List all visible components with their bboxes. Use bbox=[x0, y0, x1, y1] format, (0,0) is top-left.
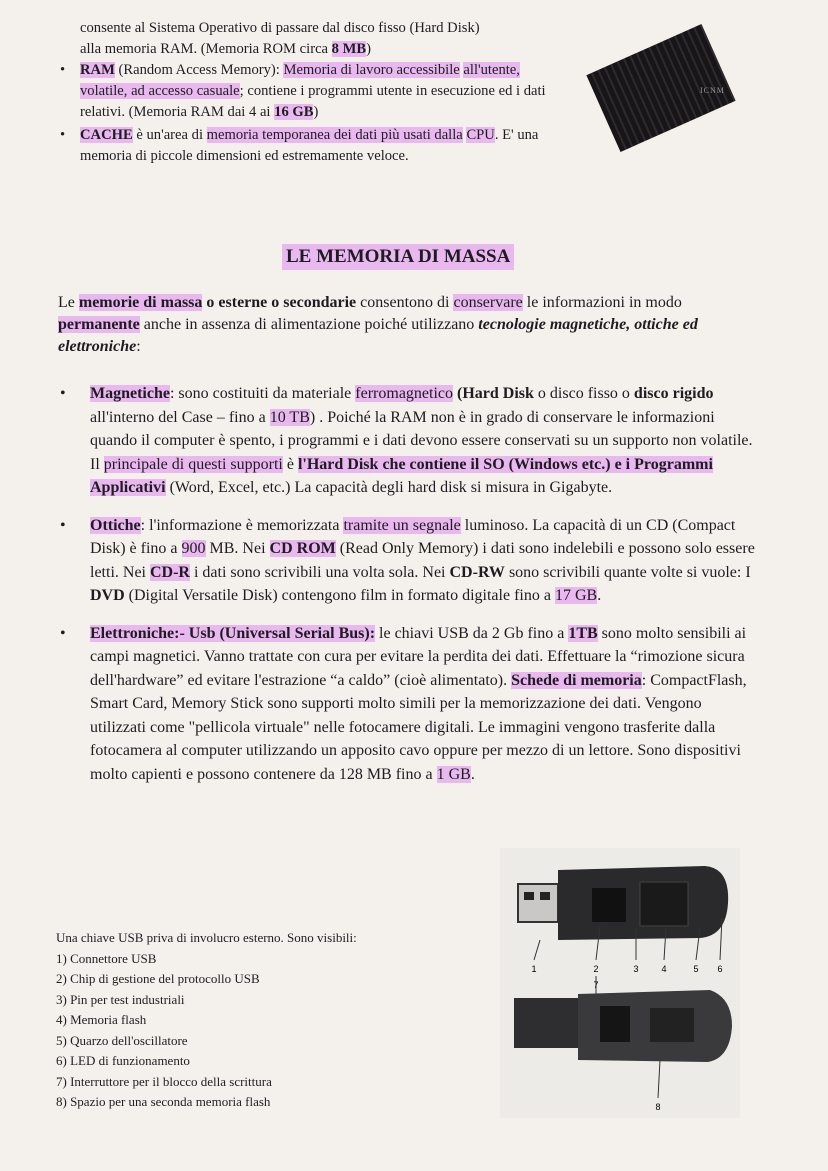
highlight: conservare bbox=[453, 294, 523, 311]
highlight: principale di questi supporti bbox=[103, 455, 283, 473]
top-section bbox=[60, 18, 560, 167]
text: : CompactFlash, Smart Card, Memory Stick sono supporti molto simili per la memorizzazione dei dati. Vengono utilizzati come "pellicola virtuale" nelle fotocamere digitali. Le immagini vengono trasferite dalla fotocamera al computer utilizzando un apposito cavo oppure per mezzo di un lettore. Sono dispositivi molto capienti e possono contenere da 128 MB fino a bbox=[90, 671, 747, 783]
highlight: 1TB bbox=[568, 624, 598, 642]
text: è bbox=[282, 455, 298, 473]
caption-intro: Una chiave USB priva di involucro esterno. Sono visibili: bbox=[56, 930, 357, 945]
term-magnetic: Magnetiche bbox=[90, 385, 170, 402]
text: i dati sono scrivibili una volta sola. Nei bbox=[189, 563, 450, 581]
highlight: CD ROM bbox=[269, 540, 336, 557]
bullet-dot: • bbox=[60, 624, 66, 642]
text: . bbox=[470, 765, 475, 783]
text: : bbox=[136, 338, 141, 355]
highlight: 17 GB bbox=[554, 587, 598, 604]
caption-item: 7) Interruttore per il blocco della scrittura bbox=[56, 1073, 272, 1089]
text-bold: DVD bbox=[90, 587, 125, 604]
figure-label: 1 bbox=[531, 964, 537, 974]
text: è un'area di bbox=[132, 127, 207, 143]
highlight: all'utente, volatile, ad accesso casuale bbox=[80, 62, 520, 99]
highlight: permanente bbox=[58, 316, 140, 333]
figure-caption bbox=[56, 928, 357, 1113]
text-line: alla memoria RAM. (Memoria ROM circa bbox=[80, 41, 332, 57]
storage-types-list bbox=[58, 382, 758, 800]
second-flash-area bbox=[600, 1006, 630, 1042]
figure-label: 2 bbox=[593, 964, 599, 974]
text-bold: (Hard Disk bbox=[453, 385, 534, 402]
section-title: LE MEMORIA DI MASSA bbox=[282, 244, 514, 270]
text: ) bbox=[366, 41, 372, 57]
text-bold: disco rigido bbox=[633, 385, 714, 402]
highlight: tramite un segnale bbox=[343, 516, 461, 534]
caption-item: 8) Spazio per una seconda memoria flash bbox=[56, 1094, 271, 1109]
caption-item: 1) Connettore USB bbox=[56, 950, 157, 966]
caption-list bbox=[56, 949, 357, 1113]
bullet-dot: • bbox=[60, 127, 66, 143]
caption-item: 6) LED di funzionamento bbox=[56, 1053, 190, 1068]
highlight: 10 TB bbox=[269, 408, 310, 426]
term-ram: RAM bbox=[80, 62, 115, 78]
text: (Read Only Memory) i dati sono indelebili e possono solo essere letti. Nei bbox=[90, 540, 755, 581]
highlight: 16 GB bbox=[274, 104, 314, 120]
text: consentono di bbox=[356, 294, 454, 311]
bullet-dot: • bbox=[60, 385, 66, 402]
highlight: memorie di massa bbox=[78, 294, 203, 311]
text: ) . Poiché la RAM non è in grado di conservare le informazioni quando il computer è spento, i programmi e i dati devono essere conservati su un supporto non volatile. Il bbox=[90, 408, 753, 473]
text: o disco fisso o bbox=[533, 385, 634, 402]
text: le informazioni in modo bbox=[522, 294, 682, 311]
list-item-magnetic bbox=[58, 382, 758, 500]
figure-label: 8 bbox=[655, 1102, 661, 1112]
cache-bullet bbox=[60, 125, 560, 167]
text: sono scrivibili quante volte si vuole: I bbox=[504, 563, 751, 581]
text: (Digital Versatile Disk) contengono film in formato digitale fino a bbox=[124, 587, 555, 604]
highlight: 900 bbox=[181, 540, 206, 557]
connector-hole bbox=[540, 892, 550, 900]
figure-label: 6 bbox=[717, 964, 723, 974]
figure-label: 5 bbox=[693, 964, 699, 974]
flash-chip bbox=[640, 882, 688, 926]
highlight: memoria temporanea dei dati più usati dalla bbox=[206, 127, 463, 143]
text: MB. Nei bbox=[205, 540, 270, 557]
text: ) bbox=[313, 104, 319, 120]
term-cache: CACHE bbox=[80, 127, 133, 143]
usb-key-figure bbox=[500, 848, 740, 1118]
highlight: 1 GB bbox=[436, 765, 471, 783]
text: all'interno del Case – fino a bbox=[90, 408, 270, 426]
highlight: ferromagnetico bbox=[355, 385, 454, 402]
text: (Word, Excel, etc.) La capacità degli hard disk si misura in Gigabyte. bbox=[165, 479, 613, 496]
usb-chip bbox=[592, 888, 626, 922]
text: le chiavi USB da 2 Gb fino a bbox=[375, 624, 569, 642]
highlight: che contiene il SO bbox=[378, 455, 505, 473]
switch-area bbox=[650, 1008, 694, 1042]
connector-hole bbox=[524, 892, 534, 900]
bullet-dot: • bbox=[60, 62, 66, 78]
highlight: (Windows etc.) e i Programmi Applicativi bbox=[90, 455, 713, 496]
highlight: l'Hard Disk bbox=[297, 455, 379, 473]
highlight: CPU bbox=[466, 127, 495, 143]
text: : l'informazione è memorizzata bbox=[140, 516, 344, 534]
list-item-electronic bbox=[58, 622, 758, 787]
highlight: CD-R bbox=[149, 563, 190, 581]
text-bold: o esterne o secondarie bbox=[202, 294, 357, 311]
text: (Random Access Memory): bbox=[114, 62, 284, 78]
figure-label: 4 bbox=[661, 964, 667, 974]
text: anche in assenza di alimentazione poiché utilizzano bbox=[139, 316, 479, 333]
text: sono molto sensibili ai campi magnetici. Vanno trattate con cura per evitare la perdita dei dati. Effettuare la “rimozione sicura dell'hardware” ed evitare l'estrazione “a caldo” (cioè alimentato). bbox=[90, 624, 747, 689]
rom-continuation bbox=[80, 18, 560, 60]
caption-item: 4) Memoria flash bbox=[56, 1012, 147, 1027]
text: Le bbox=[58, 294, 79, 311]
text-bold: CD-RW bbox=[449, 563, 505, 581]
usb-connector bbox=[518, 884, 558, 922]
highlight: Schede di memoria bbox=[511, 671, 642, 689]
text-bold-italic: tecnologie magnetiche, ottiche ed elettroniche bbox=[58, 316, 698, 355]
text: . bbox=[597, 587, 602, 604]
list-item-optical bbox=[58, 514, 758, 608]
text: luminoso. La capacità di un CD (Compact Disk) è fino a bbox=[90, 516, 736, 557]
text: ; contiene i programmi utente in esecuzione ed i dati relativi. (Memoria RAM dai 4 ai bbox=[80, 83, 546, 120]
text-line: consente al Sistema Operativo di passare dal disco fisso (Hard Disk) bbox=[80, 20, 480, 36]
highlight: Memoria di lavoro accessibile bbox=[283, 62, 460, 78]
term-optical: Ottiche bbox=[90, 516, 141, 534]
caption-item: 3) Pin per test industriali bbox=[56, 991, 185, 1007]
text: : sono costituiti da materiale bbox=[169, 385, 356, 402]
highlight: 8 MB bbox=[331, 41, 367, 57]
figure-label: 3 bbox=[633, 964, 639, 974]
term-electronic: Elettroniche:- Usb (Universal Serial Bus): bbox=[90, 624, 376, 642]
bullet-dot: • bbox=[60, 516, 66, 534]
ram-bullet bbox=[60, 60, 560, 123]
caption-item: 2) Chip di gestione del protocollo USB bbox=[56, 971, 260, 986]
intro-paragraph bbox=[58, 292, 748, 358]
usb-connector bbox=[514, 998, 580, 1048]
stamp-text: ICNM bbox=[700, 86, 725, 95]
figure-label: 7 bbox=[593, 980, 599, 990]
text: . E' una memoria di piccole dimensioni ed estremamente veloce. bbox=[80, 127, 539, 164]
caption-item: 5) Quarzo dell'oscillatore bbox=[56, 1032, 188, 1048]
